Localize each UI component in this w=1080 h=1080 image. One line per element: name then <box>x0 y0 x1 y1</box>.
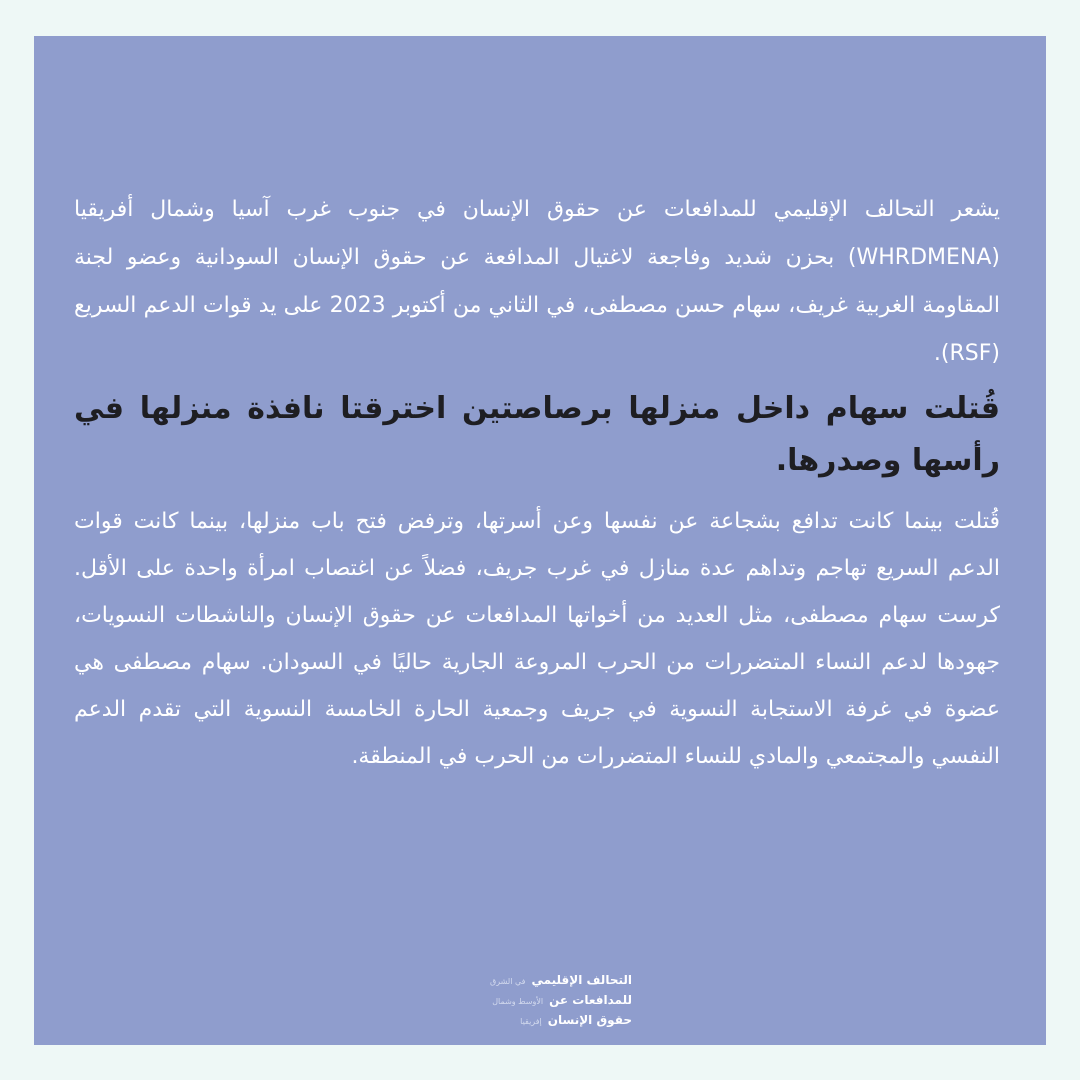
post-card <box>34 36 1046 1045</box>
logo-line-3-main: حقوق الإنسان <box>547 1013 632 1027</box>
logo-line-2-main: للمدافعات عن <box>549 993 632 1007</box>
headline: قُتلت سهام داخل منزلها برصاصتين اخترقتا نافذة منزلها في رأسها وصدرها. <box>74 391 1000 478</box>
logo-line-1 <box>448 970 632 990</box>
details-paragraph: قُتلت بينما كانت تدافع بشجاعة عن نفسها وعن أسرتها، وترفض فتح باب منزلها، بينما كانت قوات الدعم السريع تهاجم وتداهم عدة منازل في غرب جريف، فضلاً عن اغتصاب امرأة واحدة على الأقل. كرست سهام مصطفى، مثل العديد من أخواتها المدافعات عن حقوق الإنسان والناشطات النسويات، جهودها لدعم النساء المتضررات من الحرب المروعة الجارية حاليًا في السودان. سهام مصطفى هي عضوة في غرفة الاستجابة النسوية في جريف وجمعية الحارة الخامسة النسوية التي تقدم الدعم النفسي والمجتمعي والمادي للنساء المتضررات من الحرب في المنطقة. <box>74 509 1000 769</box>
logo-line-1-main: التحالف الإقليمي <box>531 973 632 987</box>
logo-line-3 <box>448 1010 632 1030</box>
logo-line-2-sub: الأوسط وشمال <box>492 997 544 1006</box>
logo-line-3-sub: إفريقيا <box>520 1017 542 1026</box>
organization-logo <box>448 970 632 1032</box>
intro-paragraph: يشعر التحالف الإقليمي للمدافعات عن حقوق الإنسان في جنوب غرب آسيا وشمال أفريقيا (WHRDMENA) بحزن شديد وفاجعة لاغتيال المدافعة عن حقوق الإنسان السودانية وعضو لجنة المقاومة الغربية غريف، سهام حسن مصطفى، في الثاني من أكتوبر 2023 على يد قوات الدعم السريع (RSF). <box>74 197 1001 366</box>
logo-line-2 <box>448 990 632 1010</box>
logo-line-1-sub: في الشرق <box>490 977 526 986</box>
